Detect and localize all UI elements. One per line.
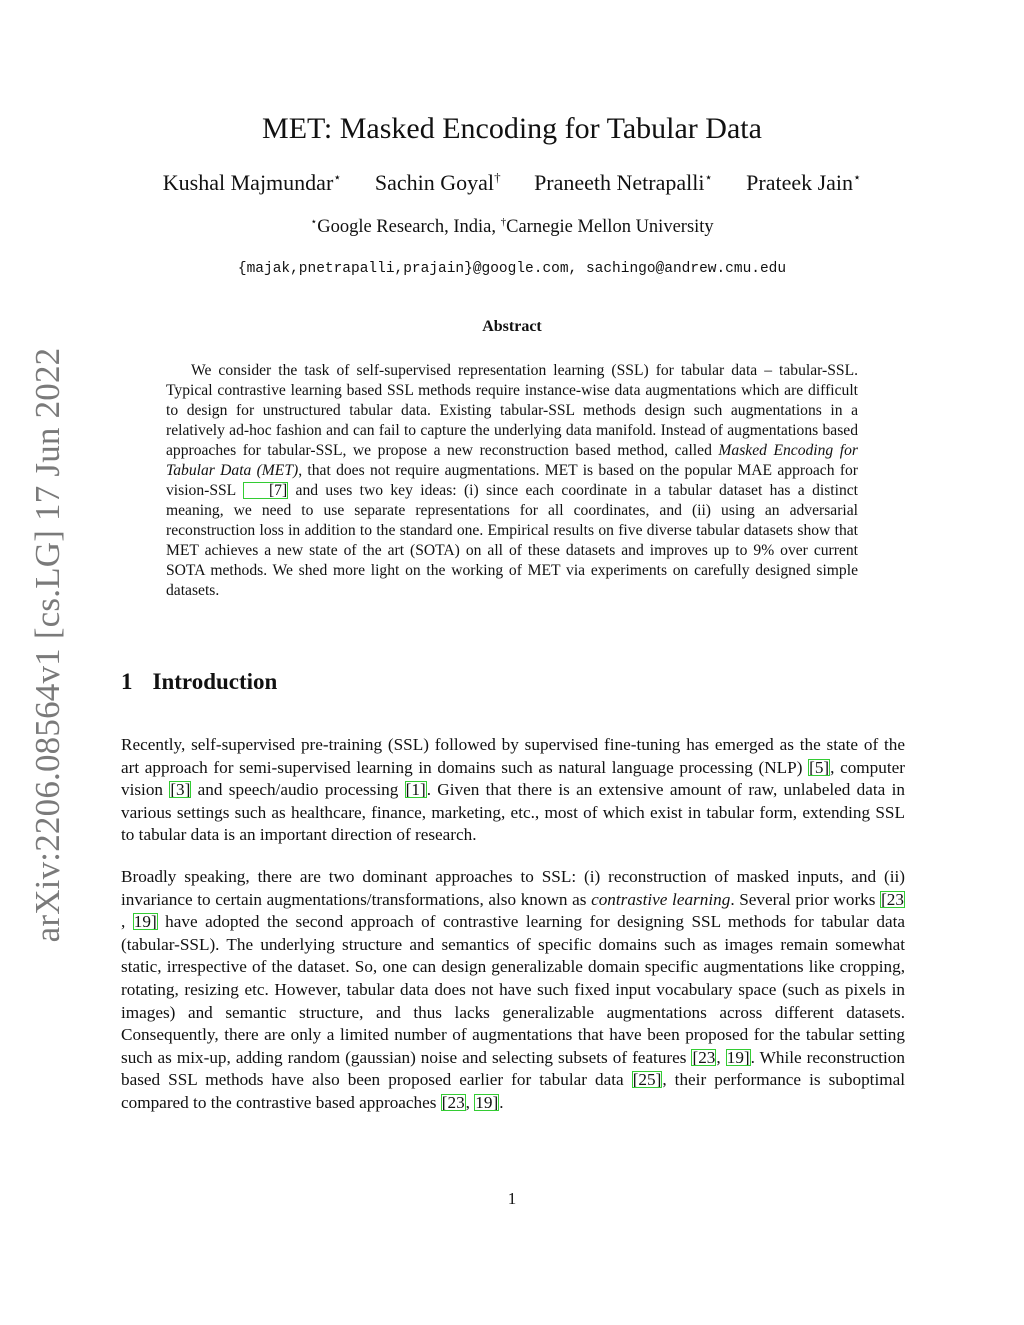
- citation-link[interactable]: [3]: [170, 780, 191, 800]
- section-title: Introduction: [152, 669, 278, 694]
- affiliation-cmu: Carnegie Mellon University: [506, 217, 714, 238]
- affiliation-mark: ⋆: [310, 216, 318, 228]
- citation-link[interactable]: [23: [692, 1047, 716, 1067]
- paragraph-text: have adopted the second approach of contrastive learning for designing SSL methods for tabular data (tabular-SSL). The underlying structure and semantics of specific domains such as images remain somewhat static, irrespective of the dataset. So, one can design generalizable domain specific augmentations like cropping, rotating, resizing etc. However, tabular data does not have such fixed input vocabulary space (such as pixels in images) and semantic structure, and thus lacks generalizable augmentations across different datasets. Consequently, there are only a limited number of augmentations that have been proposed for the tabular setting such as mix-up, adding random (gaussian) noise and selecting subsets of features: [121, 912, 905, 1067]
- citation-link[interactable]: [25]: [632, 1070, 662, 1090]
- author-mark: ⋆: [704, 170, 713, 185]
- abstract-method-name: Masked Encoding for Tabular Data (MET): [166, 442, 858, 479]
- author-name: Prateek Jain: [746, 170, 854, 196]
- citation-separator: ,: [465, 1092, 475, 1112]
- intro-paragraph-2: [121, 866, 905, 1115]
- author-3: [534, 170, 713, 195]
- paragraph-text: Broadly speaking, there are two dominant approaches to SSL: (i) reconstruction of masked inputs, and (ii) invariance to certain augmentations/transformations, also known as: [121, 867, 905, 909]
- paragraph-text: . While reconstruction based SSL methods have also been proposed earlier for tabular data: [121, 1047, 905, 1090]
- paragraph-text: , their performance is suboptimal compared to the contrastive based approaches: [121, 1070, 905, 1112]
- affiliations: [0, 215, 1024, 238]
- citation-link[interactable]: [5]: [809, 757, 830, 777]
- abstract-text: , that does not require augmentations. MET is based on the popular MAE approach for vision-SSL: [166, 462, 858, 499]
- paragraph-text: .: [499, 1092, 504, 1112]
- paragraph-text: , computer vision: [121, 757, 905, 800]
- paper-title: MET: Masked Encoding for Tabular Data: [262, 112, 762, 145]
- citation-separator: ,: [716, 1047, 726, 1067]
- affiliation-mark: †: [500, 216, 507, 228]
- paragraph-text: . Given that there is an extensive amount of raw, unlabeled data in various settings such as healthcare, finance, marketing, etc., most of which exist in tabular form, extending SSL to tabular data is an important direction of research.: [121, 780, 905, 845]
- citation-separator: ,: [121, 912, 133, 932]
- citation-link[interactable]: 19]: [475, 1092, 499, 1112]
- citation-link[interactable]: [7]: [243, 482, 288, 499]
- author-2: [375, 170, 501, 195]
- affiliation-google: Google Research, India,: [317, 217, 501, 238]
- abstract-body: [166, 361, 858, 601]
- paragraph-text: . Several prior works: [730, 889, 881, 909]
- abstract-heading: Abstract: [482, 318, 542, 335]
- citation-link[interactable]: 19]: [133, 912, 157, 932]
- citation-link[interactable]: [1]: [405, 780, 426, 800]
- author-name: Kushal Majmundar: [162, 170, 334, 196]
- author-mark: †: [494, 170, 501, 185]
- author-mark: ⋆: [853, 170, 862, 185]
- intro-paragraph-1: [121, 734, 905, 847]
- citation-link[interactable]: [23: [881, 889, 904, 909]
- author-name: Praneeth Netrapalli: [534, 170, 705, 196]
- author-4: [746, 170, 861, 195]
- citation-link[interactable]: 19]: [726, 1047, 750, 1067]
- emphasis-term: contrastive learning: [591, 889, 731, 909]
- paragraph-text: and speech/audio processing: [191, 780, 405, 800]
- page-number: 1: [507, 1189, 517, 1208]
- paragraph-text: Recently, self-supervised pre-training (SSL) followed by supervised fine-tuning has emerged as the state of the art approach for semi-supervised learning in domains such as natural language processing (NLP): [121, 735, 905, 777]
- author-list: [0, 170, 1024, 196]
- section-heading-introduction: [121, 669, 277, 695]
- section-number: 1: [121, 669, 133, 694]
- author-emails: {majak,pnetrapalli,prajain}@google.com, sachingo@andrew.cmu.edu: [237, 261, 787, 277]
- abstract-text: We consider the task of self-supervised representation learning (SSL) for tabular data – tabular-SSL. Typical contrastive learning based SSL methods require instance-wise data augmentations which are difficult to design for unstructured tabular data. Existing tabular-SSL methods design such augmentations in a relatively ad-hoc fashion and can fail to capture the underlying data manifold. Instead of augmentations based approaches for tabular-SSL, we propose a new reconstruction based method, called: [166, 362, 858, 459]
- citation-link[interactable]: [23: [441, 1092, 465, 1112]
- author-name: Sachin Goyal: [374, 170, 495, 196]
- author-1: [163, 170, 342, 195]
- arxiv-identifier-text: arXiv:2206.08564v1 [cs.LG] 17 Jun 2022: [28, 347, 67, 943]
- author-mark: ⋆: [333, 170, 342, 185]
- abstract-text: and uses two key ideas: (i) since each coordinate in a tabular dataset has a distinct meaning, we need to use separate representations for all coordinates, and (ii) using an adversarial reconstruction loss in addition to the standard one. Empirical results on five diverse tabular datasets show that MET achieves a new state of the art (SOTA) on all of these datasets and improves up to 9% over current SOTA methods. We shed more light on the working of MET via experiments on carefully designed simple datasets.: [166, 482, 858, 599]
